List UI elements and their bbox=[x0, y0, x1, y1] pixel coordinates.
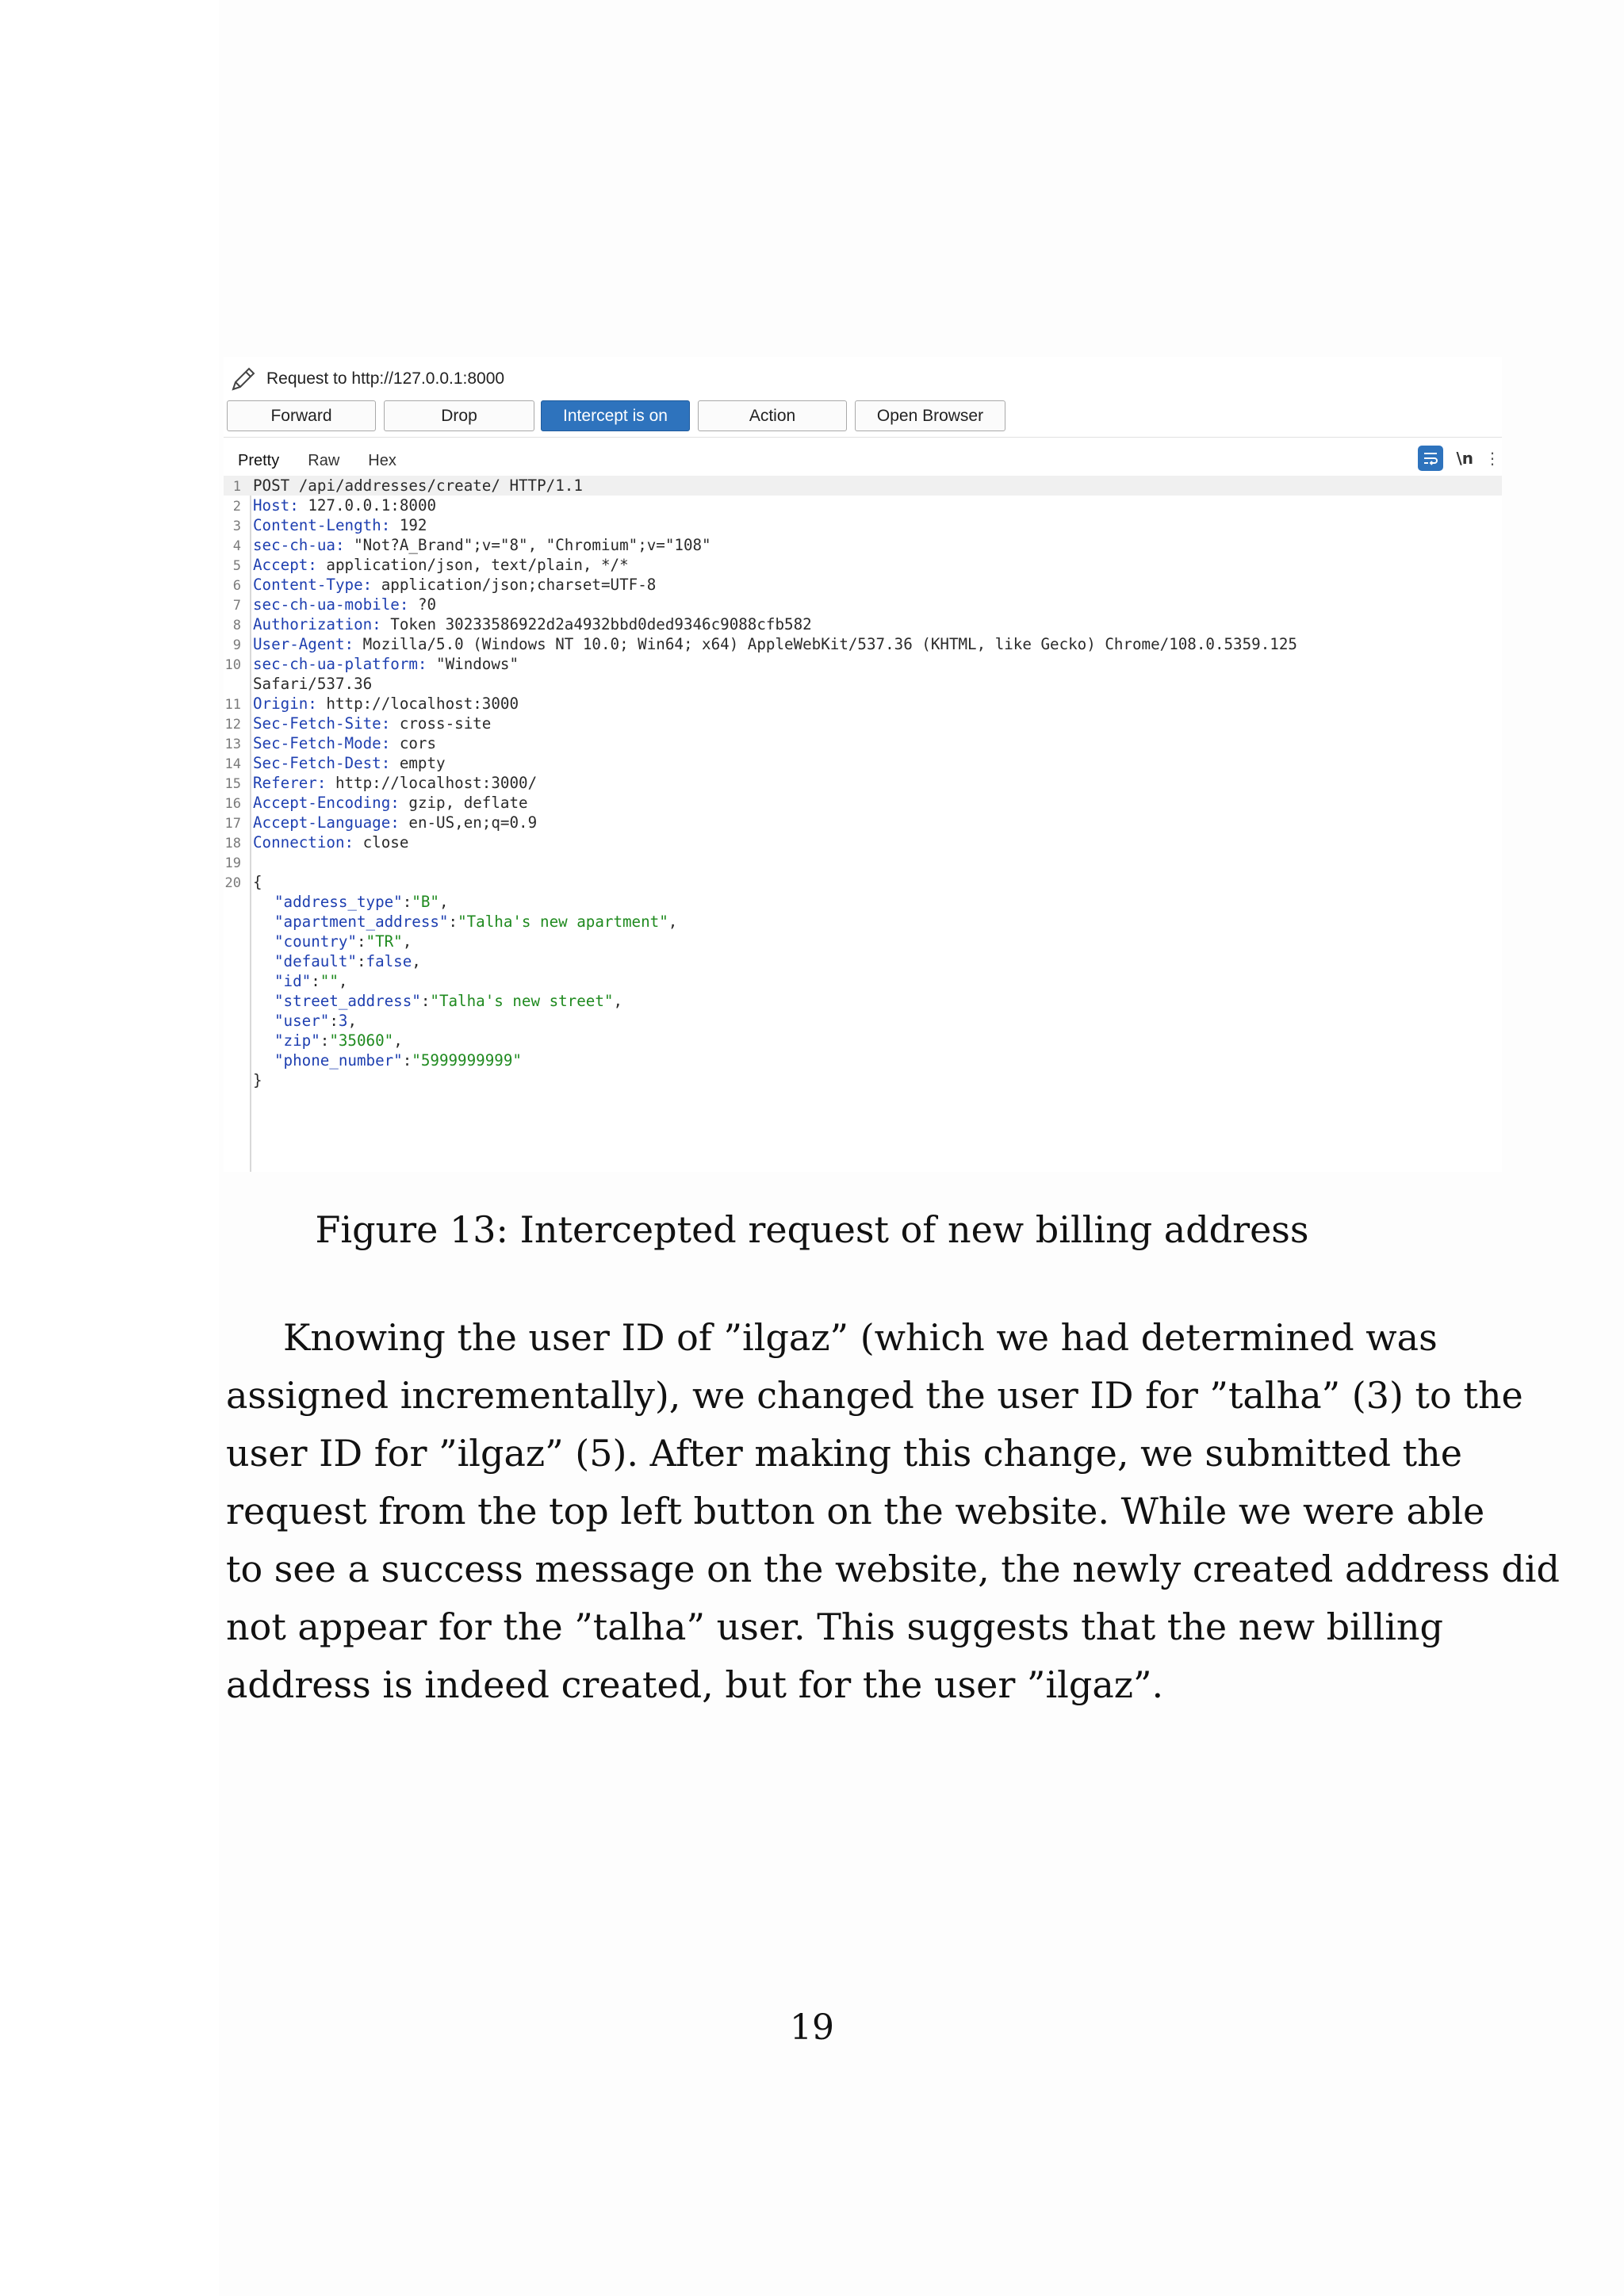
header-name: Sec-Fetch-Site: bbox=[253, 714, 391, 733]
line-number: 11 bbox=[224, 697, 241, 713]
json-key: "default" bbox=[274, 952, 357, 970]
json-comma: , bbox=[412, 952, 421, 970]
open-browser-button[interactable]: Open Browser bbox=[855, 400, 1005, 431]
line-number: 6 bbox=[232, 578, 241, 594]
request-title-bar bbox=[228, 363, 504, 395]
header-name: Sec-Fetch-Dest: bbox=[253, 754, 391, 772]
header-value: empty bbox=[390, 754, 446, 772]
json-separator: : bbox=[356, 932, 366, 951]
json-separator: : bbox=[402, 1051, 412, 1070]
code-line bbox=[224, 852, 241, 872]
json-value: "Talha's new street" bbox=[430, 992, 614, 1010]
code-line bbox=[224, 634, 1297, 654]
line-number: 7 bbox=[232, 598, 241, 614]
wrap-lines-icon[interactable] bbox=[1418, 446, 1443, 471]
intercept-screenshot bbox=[224, 357, 1502, 1172]
json-key: "zip" bbox=[274, 1031, 320, 1050]
header-value: http://localhost:3000 bbox=[316, 695, 519, 713]
header-name: User-Agent: bbox=[253, 635, 354, 653]
body-paragraph bbox=[226, 1309, 1560, 1714]
header-value: "Windows" bbox=[427, 655, 519, 673]
json-comma: , bbox=[393, 1031, 403, 1050]
line-number: 15 bbox=[224, 776, 241, 792]
header-name: Referer: bbox=[253, 774, 327, 792]
code-line bbox=[224, 832, 409, 852]
toolbar-divider bbox=[224, 437, 1502, 438]
line-number: 8 bbox=[232, 618, 241, 633]
toolbar bbox=[227, 400, 1013, 431]
view-tabs bbox=[224, 446, 411, 477]
drop-button[interactable]: Drop bbox=[384, 400, 534, 431]
json-value: false bbox=[366, 952, 412, 970]
json-value: "B" bbox=[412, 893, 439, 911]
header-value: gzip, deflate bbox=[399, 794, 528, 812]
newline-icon[interactable]: \n bbox=[1456, 449, 1473, 468]
code-line bbox=[224, 773, 538, 793]
paragraph-line: user ID for ”ilgaz” (5). After making this change, we submitted the bbox=[226, 1432, 1462, 1475]
json-key: "address_type" bbox=[274, 893, 403, 911]
json-comma: , bbox=[439, 893, 449, 911]
line-number: 2 bbox=[232, 499, 241, 515]
line-number: 3 bbox=[232, 519, 241, 534]
request-editor[interactable] bbox=[224, 476, 1502, 1172]
code-line bbox=[224, 753, 446, 773]
code-line bbox=[224, 476, 1502, 496]
code-line bbox=[224, 614, 812, 634]
code-line bbox=[224, 535, 711, 555]
json-comma: , bbox=[338, 972, 348, 990]
paragraph-line: not appear for the ”talha” user. This suggests that the new billing bbox=[226, 1605, 1443, 1648]
code-line bbox=[224, 694, 519, 714]
header-name: Content-Type: bbox=[253, 576, 373, 594]
header-name: Content-Length: bbox=[253, 516, 391, 534]
forward-button[interactable]: Forward bbox=[227, 400, 376, 431]
json-separator: : bbox=[320, 1031, 330, 1050]
header-name: Sec-Fetch-Mode: bbox=[253, 734, 391, 752]
header-value: Token 30233586922d2a4932bbd0ded9346c9088cfb582 bbox=[381, 615, 812, 633]
action-button[interactable]: Action bbox=[698, 400, 847, 431]
json-separator: : bbox=[448, 913, 458, 931]
line-number: 13 bbox=[224, 737, 241, 752]
header-name: sec-ch-ua-platform: bbox=[253, 655, 427, 673]
json-comma: , bbox=[668, 913, 678, 931]
header-value: en-US,en;q=0.9 bbox=[399, 813, 538, 832]
line-number: 14 bbox=[224, 756, 241, 772]
paragraph-line: address is indeed created, but for the user ”ilgaz”. bbox=[226, 1663, 1164, 1706]
json-separator: : bbox=[420, 992, 431, 1010]
line-number: 9 bbox=[232, 637, 241, 653]
json-key: "country" bbox=[274, 932, 357, 951]
pencil-icon bbox=[228, 364, 259, 394]
paragraph-line: Knowing the user ID of ”ilgaz” (which we had determined was bbox=[283, 1316, 1438, 1359]
code-line bbox=[224, 872, 262, 892]
json-value: "5999999999" bbox=[412, 1051, 522, 1070]
line-number: 16 bbox=[224, 796, 241, 812]
json-value: "Talha's new apartment" bbox=[458, 913, 668, 931]
json-separator: : bbox=[329, 1012, 339, 1030]
header-name: Origin: bbox=[253, 695, 317, 713]
json-separator: : bbox=[311, 972, 320, 990]
line-number: 17 bbox=[224, 816, 241, 832]
header-value: cors bbox=[390, 734, 437, 752]
json-key: "apartment_address" bbox=[274, 913, 449, 931]
line-number: 4 bbox=[232, 538, 241, 554]
request-line: POST /api/addresses/create/ HTTP/1.1 bbox=[253, 476, 583, 495]
header-value: "Not?A_Brand";v="8", "Chromium";v="108" bbox=[344, 536, 711, 554]
line-number: 18 bbox=[224, 836, 241, 851]
line-number: 5 bbox=[232, 558, 241, 574]
code-line bbox=[224, 595, 437, 614]
page-number: 19 bbox=[790, 2007, 834, 2048]
json-key: "user" bbox=[274, 1012, 330, 1030]
header-name: sec-ch-ua: bbox=[253, 536, 345, 554]
code-line bbox=[224, 674, 373, 694]
header-name: Connection: bbox=[253, 833, 354, 851]
header-value: ?0 bbox=[408, 595, 437, 614]
code-line bbox=[224, 515, 427, 535]
json-key: "id" bbox=[274, 972, 312, 990]
json-separator: : bbox=[402, 893, 412, 911]
header-value: application/json;charset=UTF-8 bbox=[372, 576, 657, 594]
header-name: sec-ch-ua-mobile: bbox=[253, 595, 409, 614]
line-number: 19 bbox=[224, 855, 241, 871]
json-value: "" bbox=[320, 972, 339, 990]
json-comma: , bbox=[347, 1012, 357, 1030]
json-value: 3 bbox=[338, 1012, 348, 1030]
header-name: Accept-Language: bbox=[253, 813, 400, 832]
tab-hex[interactable]: Hex bbox=[368, 451, 396, 469]
header-value: Mozilla/5.0 (Windows NT 10.0; Win64; x64) AppleWebKit/537.36 (KHTML, like Gecko) Chrome/108.0.5359.125 bbox=[354, 635, 1297, 653]
request-title: Request to http://127.0.0.1:8000 bbox=[266, 369, 505, 388]
tab-pretty[interactable]: Pretty bbox=[224, 446, 293, 478]
header-name: Accept: bbox=[253, 556, 317, 574]
paragraph-line: request from the top left button on the website. While we were able bbox=[226, 1490, 1485, 1533]
line-number: 12 bbox=[224, 717, 241, 733]
json-comma: , bbox=[402, 932, 412, 951]
json-value: "35060" bbox=[329, 1031, 394, 1050]
header-value: cross-site bbox=[390, 714, 492, 733]
json-value: "TR" bbox=[366, 932, 403, 951]
code-line bbox=[224, 654, 519, 674]
kebab-menu-icon[interactable]: ⋮ bbox=[1484, 449, 1500, 468]
code-line bbox=[224, 714, 492, 733]
editor-options bbox=[1418, 442, 1500, 474]
gutter-divider bbox=[250, 476, 251, 1172]
header-name: Authorization: bbox=[253, 615, 381, 633]
header-value: 192 bbox=[390, 516, 427, 534]
code-line bbox=[224, 575, 657, 595]
header-value-continuation: Safari/537.36 bbox=[253, 675, 373, 693]
tab-raw[interactable]: Raw bbox=[308, 451, 340, 469]
code-line bbox=[224, 793, 528, 813]
header-value: 127.0.0.1:8000 bbox=[298, 496, 437, 515]
code-line bbox=[224, 555, 629, 575]
json-key: "street_address" bbox=[274, 992, 421, 1010]
line-number: 10 bbox=[224, 657, 241, 673]
json-separator: : bbox=[356, 952, 366, 970]
header-value: http://localhost:3000/ bbox=[326, 774, 538, 792]
header-value: application/json, text/plain, */* bbox=[316, 556, 629, 574]
json-comma: , bbox=[613, 992, 623, 1010]
figure-caption: Figure 13: Intercepted request of new billing address bbox=[315, 1208, 1309, 1251]
header-name: Accept-Encoding: bbox=[253, 794, 400, 812]
json-key: "phone_number" bbox=[274, 1051, 403, 1070]
intercept-toggle-button[interactable]: Intercept is on bbox=[541, 400, 690, 431]
code-line bbox=[224, 496, 437, 515]
json-brace: { bbox=[253, 873, 262, 891]
header-value: close bbox=[354, 833, 409, 851]
code-line bbox=[224, 813, 538, 832]
line-number: 20 bbox=[224, 875, 241, 891]
paragraph-line: to see a success message on the website, the newly created address did bbox=[226, 1548, 1560, 1590]
header-name: Host: bbox=[253, 496, 299, 515]
paragraph-line: assigned incrementally), we changed the user ID for ”talha” (3) to the bbox=[226, 1374, 1523, 1417]
json-brace: } bbox=[253, 1071, 262, 1089]
code-line bbox=[224, 733, 437, 753]
line-number: 1 bbox=[232, 479, 241, 495]
